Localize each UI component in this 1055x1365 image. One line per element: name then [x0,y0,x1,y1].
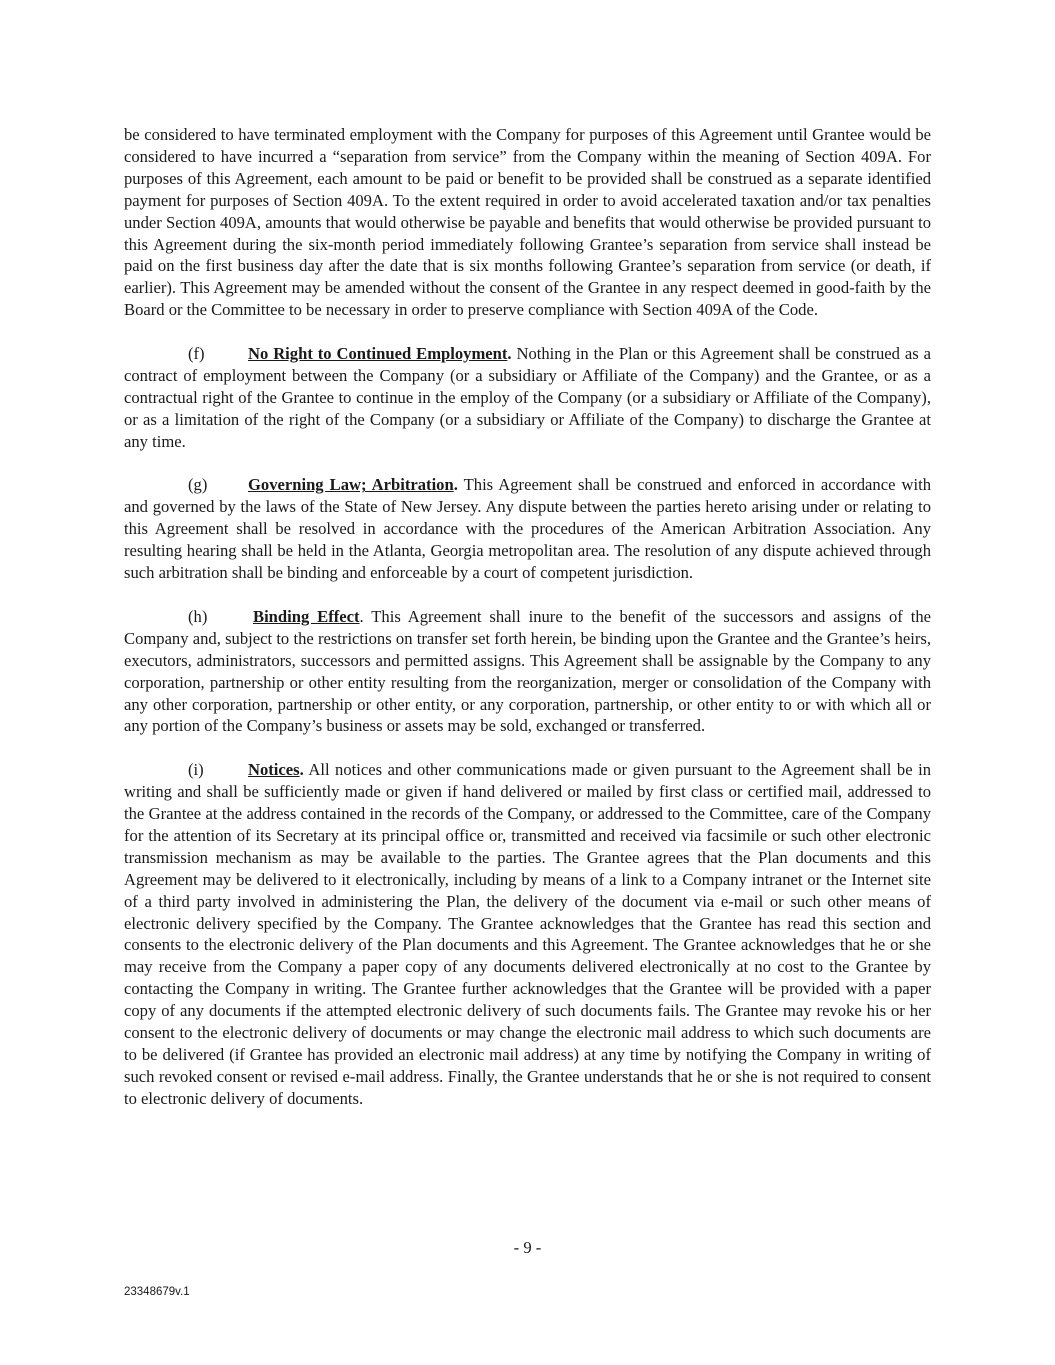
section-title-punct: . [453,475,458,495]
section-label: (h) [188,606,208,626]
section-text: All notices and other communications made or given pursuant to the Agreement shall be in writing and shall be sufficiently made or given if hand delivered or mailed by first class or certified mail, addressed to the Grantee at the address contained in the records of the Company, or addressed to the Committee, care of the Company for the attention of its Secretary at its principal office or, transmitted and received via facsimile or such other electronic transmission mechanism as may be available to the parties. The Grantee agrees that the Plan documents and this Agreement may be delivered to it electronically, including by means of a link to a Company intranet or the Internet site of a third party involved in administering the Plan, the delivery of the document via e-mail or such other means of electronic delivery specified by the Company. The Grantee acknowledges that the Grantee has read this section and consents to the electronic delivery of the Plan documents and this Agreement. The Grantee acknowledges that he or she may receive from the Company a paper copy of any documents delivered electronically at no cost to the Grantee by contacting the Company in writing. The Grantee further acknowledges that the Grantee will be provided with a paper copy of any documents if the attempted electronic delivery of such documents fails. The Grantee may revoke his or her consent to the electronic delivery of documents or may change the electronic mail address to which such documents are to be delivered (if Grantee has provided an electronic mail address) at any time by notifying the Company in writing of such revoked consent or revised e-mail address. Finally, the Grantee understands that he or she is not required to consent to electronic delivery of documents. [124,760,931,1108]
section-title: No Right to Continued Employment [248,344,508,364]
section-i [124,759,931,1110]
section-f [124,343,931,453]
section-title-punct: . [299,760,304,780]
section-label: (f) [188,344,205,364]
document-body [124,124,931,1110]
section-h [124,606,931,737]
section-title: Binding Effect [253,606,360,626]
continuation-paragraph: be considered to have terminated employment with the Company for purposes of this Agreement until Grantee would be considered to have incurred a “separation from service” from the Company within the meaning of Section 409A. For purposes of this Agreement, each amount to be paid or benefit to be provided shall be construed as a separate identified payment for purposes of Section 409A. To the extent required in order to avoid accelerated taxation and/or tax penalties under Section 409A, amounts that would otherwise be payable and benefits that would otherwise be provided pursuant to this Agreement during the six-month period immediately following Grantee’s separation from service shall instead be paid on the first business day after the date that is six months following Grantee’s separation from service (or death, if earlier). This Agreement may be amended without the consent of the Grantee in any respect deemed in good-faith by the Board or the Committee to be necessary in order to preserve compliance with Section 409A of the Code. [124,125,931,320]
section-text: This Agreement shall be construed and enforced in accordance with and governed by the laws of the State of New Jersey. Any dispute between the parties hereto arising under or relating to this Agreement shall be resolved in accordance with the procedures of the American Arbitration Association. Any resulting hearing shall be held in the Atlanta, Georgia metropolitan area. The resolution of any dispute achieved through such arbitration shall be binding and enforceable by a court of competent jurisdiction. [124,475,931,583]
section-label: (i) [188,760,204,780]
section-label: (g) [188,475,208,495]
section-g [124,474,931,584]
section-title: Notices [248,760,300,780]
page-number: - 9 - [513,1238,542,1257]
section-text: . This Agreement shall inure to the benefit of the successors and assigns of the Company and, subject to the restrictions on transfer set forth herein, be binding upon the Grantee and the Grantee’s heirs, executors, administrators, successors and permitted assigns. This Agreement shall be assignable by the Company to any corporation, partnership or other entity resulting from the reorganization, merger or consolidation of the Company with any other corporation, partnership or other entity, or any corporation, partnership, or other entity to or with which all or any portion of the Company’s business or assets may be sold, exchanged or transferred. [124,606,931,736]
section-title: Governing Law; Arbitration [248,475,454,495]
document-id: 23348679v.1 [124,1286,190,1298]
section-title-punct: . [507,344,512,364]
section-text: Nothing in the Plan or this Agreement shall be construed as a contract of employment between the Company (or a subsidiary or Affiliate of the Company) and the Grantee, or as a contractual right of the Grantee to continue in the employ of the Company (or a subsidiary or Affiliate of the Company), or as a limitation of the right of the Company (or a subsidiary or Affiliate of the Company) to discharge the Grantee at any time. [124,344,931,451]
